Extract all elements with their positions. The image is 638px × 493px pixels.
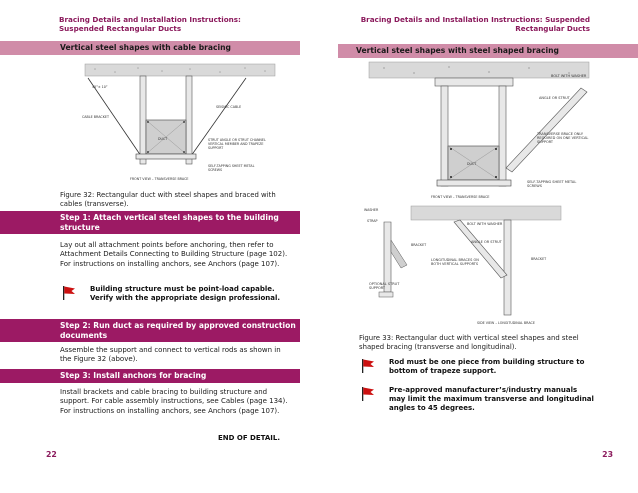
page-number: 22 [46,450,57,459]
washer-label: WASHER [364,208,379,212]
warning-note-2 [361,386,611,418]
warning-note-1 [361,358,611,380]
warning-flag-icon [361,358,375,374]
warning-flag-icon [62,285,76,301]
longitudinal-label: LONGITUDINAL BRACES ON BOTH VERTICAL SUPPORTS [431,258,479,267]
optional-strut-label: OPTIONAL STRUT SUPPORT [369,282,400,291]
step-3-text: Install brackets and cable bracing to building structure and support. For cable assembly instructions, see Cables (page 134). For instructions on installing anchors, see Anchors (page 107). [60,388,288,415]
section-title: Vertical steel shapes with steel shaped bracing [338,44,638,58]
side-view-label: SIDE VIEW – LONGITUDINAL BRACE [477,321,535,325]
transverse-brace-label: TRANSVERSE BRACE ONLY REQUIRED ON ONE VERTICAL SUPPORT [537,132,589,145]
bracket-2-label: BRACKET [531,257,547,261]
section-title: Vertical steel shapes with cable bracing [0,41,300,55]
figure-32-svg [60,60,300,188]
warning-text-1: Rod must be one piece from building structure to bottom of trapeze support. [389,358,585,376]
self-tapping-label: SELF-TAPPING SHEET METAL SCREWS [527,180,577,189]
warning-flag-icon [361,386,375,402]
duct-label: DUCT [158,137,168,141]
warning-text: Building structure must be point-load capable. Verify with the appropriate design professional. [90,285,281,303]
figure-caption: Figure 33: Rectangular duct with vertical steel shapes and steel shaped bracing (transverse and longitudinal). [359,334,579,351]
figure-caption: Figure 32: Rectangular duct with steel shapes and braced with cables (transverse). [60,191,276,208]
bolt-washer-label: BOLT WITH WASHER [551,74,587,78]
bracket-label: BRACKET [411,243,427,247]
figure-33-svg [359,60,623,330]
figure-33-diagram [359,60,623,330]
warning-text-2: Pre-approved manufacturer’s/industry manuals may limit the maximum transverse and longitudinal angles to 45 degrees. [389,386,594,413]
right-page [319,0,638,493]
angle-label: 45°± 10° [92,85,108,89]
step-3-title: Step 3: Install anchors for bracing [0,369,300,383]
end-of-detail: END OF DETAIL. [218,434,281,442]
step-2-text: Assemble the support and connect to vertical rods as shown in the Figure 32 (above). [60,346,281,364]
self-tapping-label: SELF-TAPPING SHEET METAL SCREWS [208,164,255,172]
front-view-label: FRONT VIEW – TRANSVERSE BRACE [130,177,189,181]
bolt-washer-2-label: BOLT WITH WASHER [467,222,503,226]
page-header: Bracing Details and Installation Instructions: Suspended Rectangular Ducts [59,15,241,33]
strap-label: STRAP [367,219,378,223]
step-1-text: Lay out all attachment points before anchoring, then refer to Attachment Details Connecting to Building Structure (page 102). For instructions on installing anchors, see Anchors (page 107). [60,241,288,268]
strut-note-label: STRUT ANGLE OR STRUT CHANNEL VERTICAL MEMBER AND TRAPEZE SUPPORT [208,138,266,150]
seismic-cable-label: SEISMIC CABLE [216,105,242,109]
warning-note [62,285,292,317]
figure-32-diagram [60,60,300,188]
angle-strut-label: ANGLE OR STRUT [539,96,570,100]
duct-label: DUCT [467,162,477,166]
front-view-label: FRONT VIEW – TRANSVERSE BRACE [431,195,490,199]
angle-strut-2-label: ANGLE OR STRUT [471,240,502,244]
cable-bracket-label: CABLE BRACKET [82,115,109,119]
page-header: Bracing Details and Installation Instructions: Suspended Rectangular Ducts [360,15,590,33]
step-2-title: Step 2: Run duct as required by approved construction documents [0,319,300,342]
page-number: 23 [602,450,613,459]
step-1-title: Step 1: Attach vertical steel shapes to the building structure [0,211,300,234]
